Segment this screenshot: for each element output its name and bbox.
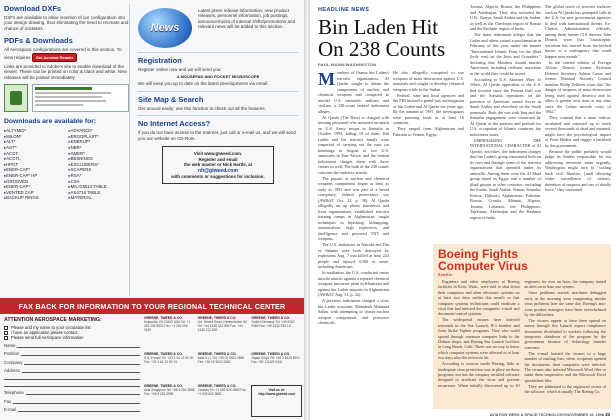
contact-details: Italia S.r.l. Tel: +39 02 9522 0880 Fax: +39 02 9522 0881 bbox=[197, 355, 245, 364]
download-link[interactable]: ▸ ACGT bbox=[4, 151, 65, 157]
visit-line-3: the web master or Nick Hartle, at bbox=[183, 162, 253, 168]
page-number: 33 bbox=[605, 412, 610, 417]
article-paragraph: Federal, state and local agencies and the FBI insisted a grand jury investigation of bin Laden and Al Qaeda ten years ago. By the autumn of 1997, the investigators were pursuing leads in at least 16 countries. bbox=[393, 92, 464, 125]
contact-name: GREENE, TWEED & CO. bbox=[251, 351, 291, 356]
article-column-3 bbox=[470, 4, 541, 248]
downloads-list bbox=[4, 128, 129, 201]
contact-name: GREENE, TWEED & CO. bbox=[144, 383, 183, 388]
article-paragraph: The U.S. embassies in Nairobi and Dar es Salaam were both destroyed by explosions Aug. 7 that killed at least 224 people and injured 4,500 or more, including Americans. bbox=[318, 242, 389, 269]
article-column-1 bbox=[318, 70, 389, 410]
internet-text: If you do not have access to the Internet, just call or e-mail us, and we will send you our website on CD-Rom. bbox=[138, 130, 296, 141]
download-link[interactable]: ▸ BESNINGS bbox=[69, 156, 130, 162]
download-link[interactable]: ▸ ACGTL bbox=[4, 156, 65, 162]
download-link[interactable]: ▸ ENER-CAP* HP bbox=[4, 173, 65, 179]
pdfs-text-2: Links are provided to Adobe's site to enable download of the viewer. These can be printed on color & black and white. New releases will be posted immediately. bbox=[4, 64, 127, 80]
boxout-paragraph: The widespread viruses have infected terminals in the Sea Launch, B-1 bomber and Joint Strike Fighter programs. They also could spread through common computer links to the Delmar shops, and Boeing Sea Launch facilities in Long Beach, Calif. There was no way to know which computer systems were affected or at least two days after the infection hit. bbox=[438, 317, 520, 361]
checkbox[interactable] bbox=[4, 326, 8, 330]
download-link[interactable]: ▸ VENTED CAP bbox=[4, 190, 65, 196]
download-link[interactable]: ▸ GROOVED bbox=[4, 179, 65, 185]
article-paragraph: Tunisia, Algeria, Bosnia, the Philippines and Azerbaijan. They also included the U.K., Kenya, Saudi Arabia and the Sudan, as well as the Chechnya region of Russia and the Kashmir region of India. bbox=[470, 4, 541, 31]
download-link[interactable]: ▸ RSA* bbox=[69, 173, 130, 179]
checkbox[interactable] bbox=[4, 336, 8, 340]
registration-offer: A MOUSEPAD AND POCKET MICROSCOPE bbox=[176, 74, 260, 80]
article-column-2 bbox=[393, 70, 464, 245]
download-link[interactable]: ▸ SCAPERS bbox=[69, 167, 130, 173]
boxout-paragraph: Engineers and other employees at Boeing facilities in Kent, Wash., were told to shut down their computers and other electronic systems on at least two days earlier this month so that computer systems technicians could eradicate a virus that had infected the companies' e-mail and document-control systems. bbox=[438, 279, 520, 317]
article-paragraph: They ranged from Afghanistan and Pakistan to Yemen, Egypt, bbox=[393, 126, 464, 137]
right-page-article bbox=[310, 0, 616, 420]
telephone-field[interactable]: Telephone bbox=[4, 390, 140, 395]
fax-field[interactable]: Fax bbox=[4, 399, 140, 404]
download-link[interactable]: ▸ AGT* bbox=[4, 145, 65, 151]
fax-back-form bbox=[4, 317, 140, 417]
drop-cap: M bbox=[318, 69, 335, 89]
download-link[interactable]: ▸ ERGOPLAST* bbox=[69, 134, 130, 140]
article-column-4 bbox=[545, 4, 611, 248]
article-paragraph: In the current edition of Foreign Affairs, Deutch, former Assistant Defense Secretary Ashton Carter and former National Security Council member Philip Zelikow warn that "the danger of weapons of mass destruction being used against America and its allies is greater now than at any time since the Cuban missile crisis of 1962." bbox=[545, 59, 611, 114]
download-link[interactable]: ▸ HPGT bbox=[4, 162, 65, 168]
article-paragraph: They contend that a more radical, incubated and conjured up to reach several thousands of dead and maimed, might have the psychological impact of Pearl Harbor and trigger a backlash by the government. bbox=[545, 115, 611, 148]
website-link[interactable]: Visit us at: http://www.gtweed.com bbox=[251, 385, 302, 417]
download-link[interactable]: ▸ BACKUP RINGS bbox=[4, 195, 65, 201]
downloads-available-heading: Downloads are available for: bbox=[4, 118, 97, 126]
download-link[interactable]: ▸ CSA bbox=[69, 179, 130, 185]
regional-contacts bbox=[144, 317, 302, 417]
news-panel bbox=[134, 4, 302, 296]
contact-block bbox=[144, 317, 195, 351]
downloads-panel bbox=[4, 4, 130, 296]
contact-name: GREENE, TWEED & CO. bbox=[144, 316, 183, 320]
download-link[interactable]: ▸ ADVANCE* bbox=[69, 128, 130, 134]
boxout-paragraph: The viruses appear to have been spread en masse through Sea Launch export compliance documents distributed to workers following the temporary shutdown of the program by the government because of technology transfer concerns. bbox=[524, 317, 606, 350]
registration-heading: Registration bbox=[138, 56, 182, 65]
visit-line-1: Visit www.gtweed.com. bbox=[193, 151, 243, 157]
download-dxfs-heading: Download DXFs bbox=[4, 4, 62, 13]
email-field[interactable]: E-mail bbox=[4, 407, 140, 412]
article-paragraph: EMPHASIZING THE INTERNATIONAL CHARACTER of Al Qaeda's activities, the indictment charges that bin Laden's group functioned both on its own and through some of the terrorist organizations that operated under its umbrella. Among them were the Al Jihad group based in Egypt and a number of jihad groups in other countries, including the Sudan, Saudi Arabia, Yemen, Somalia, Eritrea, Djibouti, Afghanistan, Pakistan, Bosnia, Croatia, Albania, Algeria, Tunisia, Lebanon, the Philippines, Tajikistan, Azerbaijan and the Kashmir region of India. bbox=[470, 137, 541, 220]
sitemap-heading: Site Map & Search bbox=[138, 94, 204, 104]
article-paragraph: A previous indictment charged a close bin Laden associate, Mamdouh Mahmud Salim, with attempting to obtain nuclear weapon components and precursor chemicals. bbox=[318, 298, 389, 325]
contact-block bbox=[251, 353, 302, 383]
download-link[interactable]: ▸ ENER-CAP* bbox=[4, 184, 65, 190]
download-link[interactable]: ▸ ENER-CAP* bbox=[4, 167, 65, 173]
article-paragraph: In retaliation, the U.S. conducted cruise missile attacks against a reputed chemical weapons precursor plant in Khartoum and against bin Laden outposts in Afghanistan (AW&ST Aug. 31, p. 32). bbox=[318, 270, 389, 297]
page-folio bbox=[318, 412, 610, 417]
download-dxfs-text: DXFs are available to allow insertion of our configuration into your design drawing, thus eliminating the need to recreate and chance of mistakes. bbox=[4, 15, 129, 31]
contact-block bbox=[144, 353, 195, 383]
article-paragraph: embers of Osama bin Laden's terrorist organization, Al Qaeda, sought to obtain the components of nuclear and chemical weapons and conspired to murder U.S. nationals, military and civilian, a 238-count federal indictment alleges. bbox=[318, 70, 389, 114]
download-link[interactable]: ▸ ALT* bbox=[4, 139, 65, 145]
contact-details: Ltd. Sewell Road, Hertfordshire UK Tel: +44 1438 312 000 Fax: +44 1438 312 500 bbox=[197, 319, 248, 332]
contact-name: GREENE, TWEED & CO. bbox=[197, 383, 237, 388]
download-link[interactable]: ▸ ENERUP* bbox=[69, 139, 130, 145]
visit-line-2: Register and email bbox=[198, 156, 238, 162]
contact-details: S.A. France Tel: +33 1 64 13 90 00 Fax: +33 1 64 13 90 13 bbox=[144, 355, 194, 364]
pdfs-heading: PDFs & Downloads bbox=[4, 36, 73, 46]
acrobat-reader-button[interactable]: Get Acrobat Reader bbox=[32, 53, 77, 62]
download-link[interactable]: ▸ MATERIAL bbox=[69, 195, 130, 201]
checkbox-label: I have an application please contact bbox=[11, 330, 78, 335]
visit-line-4: with comments or suggestions for inclusion. bbox=[171, 173, 265, 179]
address-field-2[interactable] bbox=[4, 376, 140, 380]
boxout-headline-line-2: Computer Virus bbox=[438, 259, 528, 273]
contact-block bbox=[198, 317, 249, 351]
contact-details: Japan Tokyo Tel: +81 3 5425 5301 Fax: +81 3 5425 5341 bbox=[251, 355, 300, 364]
download-link[interactable]: ▸ ALTYMID* bbox=[4, 128, 65, 134]
boxout-headline-line-1: Boeing Fights bbox=[438, 247, 518, 261]
screenshot-thumbnail-row bbox=[4, 84, 129, 112]
registration-text: Register online now and we will send you: bbox=[138, 67, 222, 72]
website-thumbnail bbox=[32, 84, 129, 112]
download-link[interactable]: ▸ AMER* bbox=[69, 151, 130, 157]
checkbox-label: Please add my name to your circulation list bbox=[11, 325, 91, 330]
name-field[interactable]: Name bbox=[4, 343, 140, 348]
address-field-3[interactable] bbox=[4, 383, 140, 387]
visit-website-box bbox=[162, 146, 274, 184]
boxout-paragraph: The e-mail hoisted the viruses to a large number of mailing lists; when recipients opened the documents, their computers were infected. The viruses also infected Microsoft Word files or make them inoperative, and the Microsoft Excel spreadsheet files. bbox=[524, 350, 606, 383]
article-paragraph: He also allegedly conspired to use weapons of mass destruction against U.S. nationals and sought to develop chemical weapons while in the Sudan. bbox=[393, 70, 464, 92]
section-kicker: HEADLINE NEWS bbox=[318, 7, 370, 13]
article-paragraph: The pursuit of nuclear and chemical weapons components began at least as early as 1993 and was part of a broad conspiracy, federal prosecutors say (AW&ST Oct. 12, p. 38). Al Qaeda allegedly set up phony businesses and front organizations, established terrorist training camps in Afghanistan, taught techniques in hijacking, kidnapping, assassination, high explosives, and intelligence and procured TNT and weapons. bbox=[318, 175, 389, 241]
logo-icon bbox=[4, 84, 28, 112]
contact-name: GREENE, TWEED & CO. bbox=[197, 351, 237, 356]
article-paragraph: The global reach of terrorist enclaves such as Al Qaeda has prompted calls in the U.S. for new government agencies to deal with transnational threats. Ex-Clinton Administration officials, among them former CIA director John Deutch, warn that "catastrophic terrorism has moved from far-fetched horror to a contingency that could happen next month." bbox=[545, 4, 611, 59]
boxout-byline: Seattle bbox=[438, 273, 453, 277]
boxout-paragraph: They are addressed to the registered owner of the software, which is usually The Boeing Co. bbox=[524, 383, 606, 395]
contact-name: GREENE, TWEED & CO. bbox=[144, 351, 183, 356]
article-paragraph: Al Qaeda (The Base) is charged with training personnel who mounted an attack on U.S. Army troops in Somalia in October 1993, killing 18 of them. Bin Laden and his terrorist family were suspected of carrying out the twin car bombings in August of two U.S. embassies in East Africa, and the federal indictment charges them with those crimes as well. The bulk of the 238 counts concerns the embassy attacks. bbox=[318, 114, 389, 175]
article-byline: PAUL MANN/WASHINGTON bbox=[318, 62, 377, 67]
contact-details: Asia Singapore Tel: +65 6 284 3888 Fax: +65 6 284 3999 bbox=[144, 387, 195, 396]
download-link[interactable]: ▸ NBR* bbox=[69, 145, 130, 151]
boxout-paragraph: Once problems started, machines debugged early in the morning were reappearing similar virus problems later the same day. Boeing's anti-virus product managers have been overwhelmed by the difficulties. bbox=[524, 290, 606, 317]
boxout-paragraph: According to sources inside Boeing, little or inadequate virus protection was in place on these programs, nor has the company certified software designed to eradicate the virus and prevent recurrence. When initially discovered up to 10 engineers for over an hour, the company issued an alert on at least one system. bbox=[438, 279, 606, 388]
boxout-body bbox=[438, 279, 606, 395]
sidebar-boxout bbox=[433, 244, 611, 409]
form-attention-heading: ATTENTION AEROSPACE MARKETING: bbox=[4, 317, 102, 323]
fax-back-banner: FAX BACK FOR INFORMATION TO YOUR REGIONAL TECHNICAL CENTER bbox=[0, 298, 304, 314]
boxout-headline bbox=[438, 248, 606, 272]
article-headline: Bin Laden Hit On 238 Counts bbox=[318, 15, 446, 61]
sitemap-text: Get around easily; use this function to check out all the features. bbox=[138, 105, 266, 111]
position-field[interactable]: Position bbox=[4, 351, 140, 356]
form-checkbox-row[interactable] bbox=[4, 335, 140, 340]
registration-text-2: We will keep you up to date on the latest developments via email. bbox=[138, 81, 269, 87]
article-paragraph: Because the public probably would judge its leaders responsible for not addressing terrorism more urgently, Washington might turn to "scaling back civil liberties, [and] allowing wider surveillance of citizens, detention of suspects and use of deadly force," they cautioned. bbox=[545, 148, 611, 192]
checkbox[interactable] bbox=[4, 331, 8, 335]
pdfs-text bbox=[4, 47, 129, 62]
contact-details: Canada Tel: +1 905 825 3880 Fax: +1 905 825 3881 bbox=[197, 387, 247, 396]
news-badge: News bbox=[138, 8, 192, 48]
news-intro: Latest press release information, new product releases, personnel information, job postings, announcements of internal shifts/promotions and relevant news will be added to this section. bbox=[198, 8, 296, 30]
download-link[interactable]: ▸ EXCLUDERS* bbox=[69, 162, 130, 168]
download-link[interactable]: ▸ AS4716 TABLE bbox=[69, 190, 130, 196]
visit-email-link[interactable]: nh@gtweed.com bbox=[198, 167, 238, 174]
contact-details: Kulpsville, PA 19443 USA Tel: +1 215 256 9521 Fax: +1 215 256 0189 bbox=[144, 319, 191, 332]
left-page-advertisement bbox=[0, 0, 304, 420]
contact-block bbox=[198, 385, 249, 417]
address-field[interactable]: Address bbox=[4, 368, 140, 373]
contact-name: GREENE, TWEED & CO. bbox=[197, 316, 237, 320]
internet-heading: No Internet Access? bbox=[138, 119, 211, 129]
contact-name: GREENE, TWEED & CO. bbox=[251, 316, 291, 320]
contact-block bbox=[198, 353, 249, 383]
article-paragraph: According to U.S. Attorney Mary Jo White, Al Qaeda opposition to the U.S. had focused since the Persian Gulf war and the Somalia operations on the presence of American armed forces in Saudi Arabia and elsewhere on the Saudi peninsula. Both the war with Iraq and the Somalia engagement were construed by Al Qaeda as the pretexts and prelude for U.S. occupation of Islamic countries, the indictment states. bbox=[470, 76, 541, 137]
contact-details: GmbH Germany Tel: +49 6152 9380 Fax: +49 6152 938 111 bbox=[251, 319, 295, 328]
pdfs-text-1: All Aerospace configurations are covered in this section. To view requires bbox=[4, 47, 122, 60]
article-paragraph: The latest indictment alleges that bin Laden and others issued a proclamation in February of this year, under the banner "International Islamic Front for the Jihad (holy war) on the Jews and Crusaders," declaring that Muslims should murder Americans, including civilians, anywhere in the world they could be found. bbox=[470, 32, 541, 76]
checkbox-label: Please send full Aerospace information bbox=[11, 335, 84, 340]
folio-publication: AVIATION WEEK & SPACE TECHNOLOGY/NOVEMBER 16, 1998 bbox=[489, 413, 605, 417]
company-field[interactable]: Company bbox=[4, 360, 140, 365]
download-link[interactable]: ▸ MIL-G5514 TABLE bbox=[69, 184, 130, 190]
contact-block bbox=[144, 385, 195, 417]
download-link[interactable]: ▸ MILON* bbox=[4, 134, 65, 140]
contact-block bbox=[251, 317, 302, 351]
